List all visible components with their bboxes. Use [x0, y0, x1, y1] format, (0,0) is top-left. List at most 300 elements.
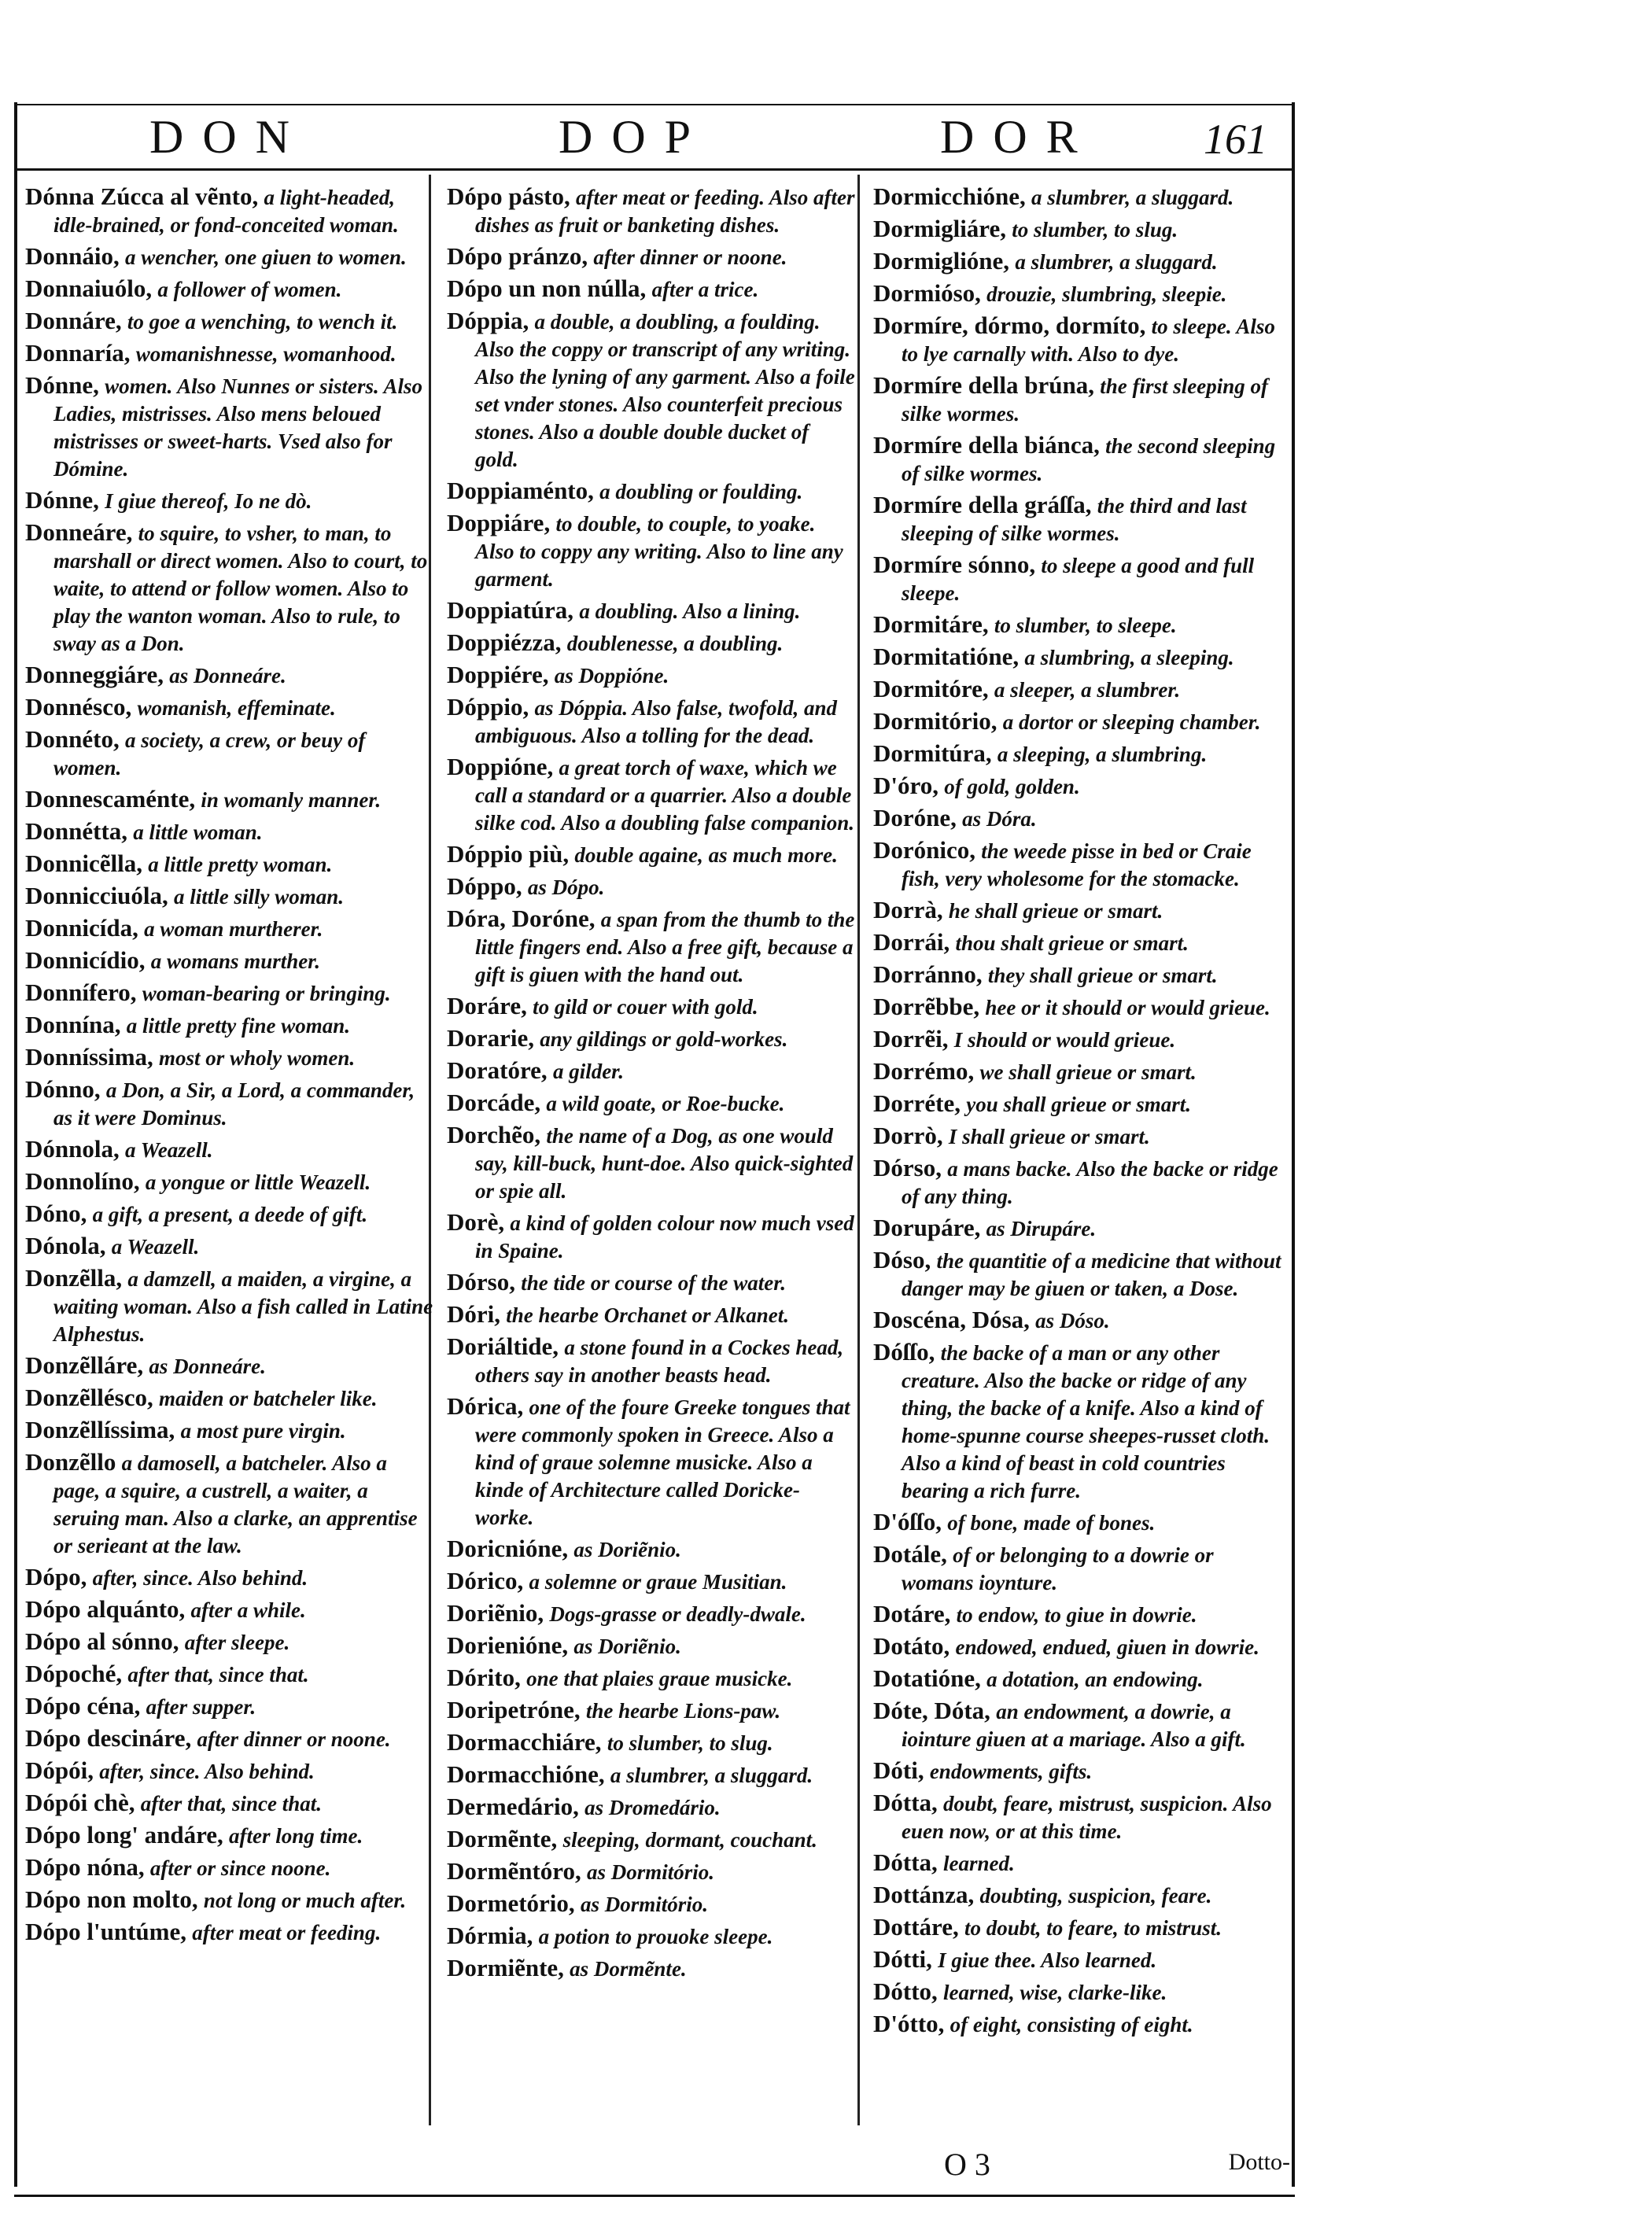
entry-headword: Dóſſo, [873, 1338, 935, 1366]
dictionary-entry [25, 882, 434, 911]
entry-definition: to sleepe a good and full sleepe. [902, 554, 1255, 605]
entry-headword: Donníssima, [25, 1043, 153, 1071]
entry-definition: learned, wise, clarke-like. [943, 1981, 1167, 2004]
entry-headword: Doricnióne, [447, 1535, 569, 1562]
entry-definition: an endowment, a dowrie, a iointure giuen at a mariage. Also a gift. [902, 1700, 1246, 1751]
dictionary-entry [447, 992, 856, 1021]
column-separator [857, 175, 860, 2125]
entry-headword: Dótto, [873, 1978, 938, 2005]
entry-definition: I giue thee. Also learned. [938, 1948, 1157, 1972]
entry-definition: a yongue or little Weazell. [145, 1170, 371, 1194]
entry-definition: as Dirupáre. [986, 1217, 1097, 1240]
dictionary-entry [25, 1232, 434, 1261]
dictionary-entry [873, 1945, 1282, 1974]
entry-definition: as Doriẽnio. [573, 1635, 681, 1658]
entry-headword: Doppióne, [447, 753, 554, 780]
dictionary-entry [25, 1351, 434, 1380]
entry-headword: Dormíre sónno, [873, 551, 1036, 578]
entry-headword: Doppiáre, [447, 509, 551, 536]
dictionary-entry [25, 1756, 434, 1786]
entry-definition: as Doriẽnio. [573, 1538, 681, 1561]
dictionary-entry [25, 693, 434, 722]
entry-definition: as Dópo. [527, 875, 605, 899]
dictionary-entry [25, 1043, 434, 1072]
entry-definition: after dinner or noone. [197, 1727, 391, 1751]
entry-definition: a slumbrer, a sluggard. [1031, 186, 1234, 209]
entry-headword: Dóppio, [447, 693, 529, 721]
entry-headword: Donnaría, [25, 339, 131, 367]
entry-definition: of eight, consisting of eight. [950, 2013, 1193, 2036]
dictionary-entry [25, 817, 434, 846]
entry-definition: to sleepe. Also to lye carnally with. Also to dye. [902, 315, 1275, 366]
entry-definition: the quantitie of a medicine that without danger may be giuen or taken, a Dose. [902, 1249, 1281, 1300]
entry-headword: Dormitáre, [873, 610, 989, 638]
dictionary-entry [447, 1332, 856, 1389]
entry-definition: I should or would grieue. [953, 1028, 1176, 1052]
entry-headword: Dorarie, [447, 1024, 535, 1052]
entry-definition: the backe of a man or any other creature. Also the backe or ridge of any thing, the backe of a knife. Also a kind of home-spunne course sheepes-russet cloth. Also a kind of beast in cold countries bearing a rich furre. [902, 1341, 1270, 1502]
dictionary-entry [25, 371, 434, 483]
entry-headword: Dotáto, [873, 1632, 950, 1660]
entry-definition: after dinner or noone. [593, 245, 787, 269]
entry-definition: a sleeper, a slumbrer. [994, 678, 1181, 702]
entry-definition: maiden or batcheler like. [158, 1387, 378, 1410]
dictionary-entry [447, 1728, 856, 1757]
running-header [24, 110, 1282, 167]
dictionary-entry [447, 1696, 856, 1725]
entry-headword: Doscéna, Dósa, [873, 1306, 1030, 1333]
entry-headword: Donnicída, [25, 914, 138, 942]
entry-definition: after meat or feeding. Also after dishes as fruit or banketing dishes. [475, 186, 855, 237]
entry-headword: Donnicciuóla, [25, 882, 168, 909]
entry-definition: to doubt, to feare, to mistrust. [964, 1916, 1222, 1940]
entry-headword: Dórito, [447, 1664, 521, 1691]
entry-definition: hee or it should or would grieue. [985, 996, 1270, 1019]
entry-headword: Dórica, [447, 1392, 524, 1420]
dictionary-entry [873, 1154, 1282, 1211]
entry-headword: Dorránno, [873, 960, 983, 988]
entry-definition: learned. [943, 1852, 1015, 1875]
entry-definition: you shall grieue or smart. [966, 1093, 1192, 1116]
entry-definition: to slumber, to slug. [1012, 218, 1178, 241]
entry-definition: to squire, to vsher, to man, to marshall or direct women. Also to court, to waite, to attend or follow women. Also to play the wanton woman. Also to rule, to sway as a Don. [53, 522, 428, 655]
column-2 [447, 182, 856, 1986]
dictionary-entry [873, 551, 1282, 607]
dictionary-entry [25, 1200, 434, 1229]
entry-definition: after, since. Also behind. [99, 1760, 315, 1783]
dictionary-entry [873, 1089, 1282, 1119]
entry-definition: as Dóppia. Also false, twofold, and ambiguous. Also a tolling for the dead. [475, 696, 838, 747]
entry-definition: a woman murtherer. [144, 917, 323, 941]
entry-definition: in womanly manner. [201, 788, 382, 812]
entry-headword: Dormacchiáre, [447, 1728, 602, 1756]
entry-headword: Donnína, [25, 1011, 121, 1038]
dictionary-entry [25, 1384, 434, 1413]
dictionary-entry [447, 1857, 856, 1886]
entry-headword: Dónno, [25, 1075, 101, 1103]
entry-headword: Donzẽlláre, [25, 1351, 144, 1379]
entry-definition: a slumbring, a sleeping. [1024, 646, 1234, 669]
dictionary-entry [873, 1756, 1282, 1786]
entry-headword: Donnáre, [25, 307, 122, 334]
dictionary-entry [447, 1631, 856, 1661]
entry-headword: Dorupáre, [873, 1214, 981, 1241]
entry-headword: Dormiglióne, [873, 247, 1010, 275]
entry-definition: the hearbe Lions-paw. [585, 1699, 781, 1723]
entry-headword: Dóri, [447, 1300, 501, 1328]
entry-definition: to double, to couple, to yoake. Also to coppy any writing. Also to line any garment. [475, 512, 843, 591]
dictionary-entry [447, 753, 856, 837]
entry-headword: Dópo alquánto, [25, 1595, 186, 1623]
dictionary-entry [447, 1954, 856, 1983]
entry-headword: Dottánza, [873, 1881, 975, 1908]
dictionary-entry [873, 1697, 1282, 1753]
entry-definition: a double, a doubling, a foulding. Also the coppy or transcript of any writing. Also the lyning of any garment. Also a foile set vnder stones. Also counterfeit precious stones. Also a double double ducket of gold. [475, 310, 855, 471]
header-right-guideword: DOR [940, 111, 1097, 163]
entry-headword: Dorienióne, [447, 1631, 569, 1659]
dictionary-entry [25, 307, 434, 336]
entry-headword: Dorrémo, [873, 1057, 975, 1085]
dictionary-entry [873, 1508, 1282, 1537]
dictionary-entry [447, 1121, 856, 1205]
page-footer [920, 2146, 1290, 2185]
dictionary-entry [447, 1567, 856, 1596]
entry-definition: a slumbrer, a sluggard. [610, 1764, 813, 1787]
entry-definition: a stone found in a Cockes head, others say in another beasts head. [475, 1336, 844, 1387]
entry-headword: Dormiẽnte, [447, 1954, 564, 1981]
entry-headword: Dótti, [873, 1945, 932, 1973]
entry-definition: a damosell, a batcheler. Also a page, a squire, a custrell, a waiter, a seruing man. Also a clarke, an apprentise or serieant at the law. [53, 1451, 418, 1557]
dictionary-entry [447, 275, 856, 304]
entry-definition: a mans backe. Also the backe or ridge of any thing. [902, 1157, 1278, 1208]
entry-headword: Dópo un non núlla, [447, 275, 647, 302]
entry-headword: Dormẽntóro, [447, 1857, 581, 1885]
entry-definition: I giue thereof, Io ne dò. [105, 489, 312, 513]
dictionary-entry [873, 739, 1282, 769]
dictionary-entry [873, 1600, 1282, 1629]
entry-headword: Dotáre, [873, 1600, 951, 1627]
dictionary-entry [873, 928, 1282, 957]
entry-headword: Dópo, [25, 1563, 87, 1590]
entry-definition: a doubling. Also a lining. [579, 599, 801, 623]
dictionary-entry [873, 215, 1282, 244]
dictionary-entry [447, 1089, 856, 1118]
entry-definition: a wencher, one giuen to women. [124, 245, 407, 269]
dictionary-entry [447, 1268, 856, 1297]
entry-headword: Dorónico, [873, 836, 976, 864]
entry-headword: Dorchẽo, [447, 1121, 541, 1148]
entry-definition: drouzie, slumbring, sleepie. [986, 282, 1227, 306]
dictionary-entry [447, 477, 856, 506]
dictionary-entry [25, 661, 434, 690]
entry-definition: a span from the thumb to the little fingers end. Also a free gift, because a gift is giuen with the hand out. [475, 908, 855, 986]
dictionary-entry [447, 661, 856, 690]
entry-definition: they shall grieue or smart. [987, 964, 1218, 987]
entry-definition: of gold, golden. [944, 775, 1080, 798]
dictionary-entry [25, 1563, 434, 1592]
entry-definition: as Dormitório. [580, 1893, 708, 1916]
entry-definition: after or since noone. [149, 1856, 331, 1880]
entry-headword: Doratóre, [447, 1056, 548, 1084]
entry-definition: the first sleeping of silke wormes. [902, 374, 1268, 426]
entry-definition: of bone, made of bones. [947, 1511, 1156, 1535]
dictionary-entry [447, 693, 856, 750]
entry-definition: a sleeping, a slumbring. [997, 743, 1208, 766]
entry-definition: as Dóra. [962, 807, 1037, 831]
entry-definition: a Don, a Sir, a Lord, a commander, as it were Dominus. [53, 1078, 415, 1130]
bottom-border-rule [14, 2195, 1295, 2197]
entry-headword: Donnescaménte, [25, 785, 196, 813]
dictionary-entry [25, 850, 434, 879]
entry-definition: to endow, to giue in dowrie. [956, 1603, 1197, 1627]
entry-definition: after that, since that. [140, 1792, 323, 1815]
entry-definition: endowed, endued, giuen in dowrie. [955, 1635, 1259, 1659]
dictionary-entry [873, 1664, 1282, 1694]
dictionary-entry [873, 1632, 1282, 1661]
entry-definition: to gild or couer with gold. [533, 995, 758, 1019]
dictionary-entry [447, 1599, 856, 1628]
entry-definition: a gilder. [552, 1060, 624, 1083]
top-border-rule [14, 104, 1295, 105]
entry-definition: to slumber, to sleepe. [994, 614, 1177, 637]
entry-headword: Dormitatióne, [873, 643, 1020, 670]
entry-definition: the second sleeping of silke wormes. [902, 434, 1276, 485]
entry-headword: Dormigliáre, [873, 215, 1007, 242]
dictionary-entry [873, 1214, 1282, 1243]
dictionary-entry [25, 1918, 434, 1947]
entry-headword: Dórmia, [447, 1922, 533, 1949]
entry-headword: Dormitóre, [873, 675, 989, 702]
dictionary-entry [447, 509, 856, 593]
entry-headword: Donzẽllésco, [25, 1384, 153, 1411]
entry-headword: Dónola, [25, 1232, 106, 1259]
entry-definition: a little pretty fine woman. [126, 1014, 350, 1038]
entry-definition: a slumbrer, a sluggard. [1015, 250, 1218, 274]
dictionary-entry [873, 772, 1282, 801]
entry-definition: endowments, gifts. [929, 1760, 1093, 1783]
entry-headword: Dópo al sónno, [25, 1627, 179, 1655]
dictionary-entry [447, 628, 856, 658]
dictionary-entry [873, 1913, 1282, 1942]
dictionary-entry [447, 1889, 856, 1919]
entry-headword: Dorrẽbbe, [873, 993, 980, 1020]
entry-definition: he shall grieue or smart. [948, 899, 1163, 923]
entry-headword: Dormetório, [447, 1889, 575, 1917]
left-border-rule [14, 102, 17, 2187]
entry-headword: Dormíre, dórmo, dormíto, [873, 311, 1146, 339]
entry-definition: after that, since that. [127, 1663, 309, 1686]
dictionary-entry [25, 1135, 434, 1164]
entry-headword: Doppiére, [447, 661, 549, 688]
dictionary-entry [25, 1264, 434, 1348]
entry-headword: Dópo pásto, [447, 182, 570, 210]
entry-definition: a little silly woman. [173, 885, 344, 909]
entry-headword: Dotále, [873, 1540, 947, 1568]
dictionary-entry [873, 960, 1282, 990]
entry-headword: Dópo descináre, [25, 1724, 192, 1752]
dictionary-entry [873, 1789, 1282, 1845]
entry-definition: a light-headed, idle-brained, or fond-conceited woman. [53, 186, 399, 237]
entry-definition: a kind of golden colour now much vsed in Spaine. [475, 1211, 854, 1262]
entry-definition: after long time. [229, 1824, 363, 1848]
entry-definition: a solemne or graue Musitian. [529, 1570, 787, 1594]
entry-headword: Dorcáde, [447, 1089, 541, 1116]
entry-headword: Dorrà, [873, 896, 943, 923]
dictionary-entry [447, 1664, 856, 1693]
entry-headword: Doppiatúra, [447, 596, 574, 624]
dictionary-entry [25, 1595, 434, 1624]
dictionary-entry [25, 339, 434, 368]
entry-headword: Donnáio, [25, 242, 120, 270]
entry-definition: after supper. [146, 1695, 256, 1719]
entry-headword: Donneáre, [25, 518, 133, 546]
dictionary-entry [25, 1853, 434, 1882]
entry-definition: womanish, effeminate. [137, 696, 336, 720]
dictionary-entry [873, 1338, 1282, 1505]
dictionary-entry [25, 1627, 434, 1657]
dictionary-entry [25, 242, 434, 271]
entry-headword: Dóra, Doróne, [447, 905, 596, 932]
dictionary-entry [25, 1724, 434, 1753]
entry-headword: D'óro, [873, 772, 938, 799]
entry-definition: a potion to prouoke sleepe. [538, 1925, 773, 1948]
entry-headword: Dónne, [25, 371, 99, 399]
entry-headword: Dormitório, [873, 707, 997, 735]
dictionary-entry [447, 242, 856, 271]
dictionary-entry [25, 275, 434, 304]
entry-headword: Donnétta, [25, 817, 128, 845]
entry-headword: Dórico, [447, 1567, 524, 1594]
entry-definition: a doubling or foulding. [599, 480, 803, 503]
entry-headword: Dóso, [873, 1246, 931, 1273]
entry-headword: D'óſſo, [873, 1508, 942, 1535]
entry-headword: Dorrò, [873, 1122, 943, 1149]
entry-definition: one of the foure Greeke tongues that were commonly spoken in Greece. Also a kind of graue solemne musicke. Also a kinde of Architecture called Doricke-worke. [475, 1395, 850, 1529]
entry-headword: Dormẽnte, [447, 1825, 558, 1852]
column-3 [873, 182, 1282, 2042]
entry-headword: Donnaiuólo, [25, 275, 153, 302]
dictionary-entry [25, 486, 434, 515]
dictionary-entry [25, 1448, 434, 1560]
entry-headword: Dóppia, [447, 307, 529, 334]
dictionary-entry [873, 247, 1282, 276]
entry-headword: Dormióso, [873, 279, 981, 307]
entry-definition: as Dormẽnte. [570, 1957, 687, 1981]
entry-headword: Dorrẽi, [873, 1025, 949, 1052]
header-rule [14, 168, 1295, 171]
dictionary-entry [873, 279, 1282, 308]
dictionary-entry [25, 785, 434, 814]
entry-headword: Dónne, [25, 486, 99, 514]
entry-definition: a gift, a present, a deede of gift. [92, 1203, 368, 1226]
page-number: 161 [1204, 116, 1267, 163]
dictionary-entry [447, 596, 856, 625]
right-border-rule [1292, 102, 1295, 2187]
dictionary-entry [873, 182, 1282, 212]
dictionary-entry [873, 1246, 1282, 1303]
entry-definition: thou shalt grieue or smart. [955, 931, 1189, 955]
dictionary-entry [873, 1122, 1282, 1151]
entry-definition: doublenesse, a doubling. [566, 632, 784, 655]
entry-definition: a wild goate, or Roe-bucke. [546, 1092, 785, 1115]
entry-definition: after a while. [190, 1598, 306, 1622]
entry-headword: Dóno, [25, 1200, 87, 1227]
entry-headword: Doppiaménto, [447, 477, 594, 504]
entry-headword: Doriáltide, [447, 1332, 559, 1360]
entry-headword: Doráre, [447, 992, 527, 1019]
entry-headword: Dóppo, [447, 872, 522, 900]
entry-headword: Dópói chè, [25, 1789, 135, 1816]
dictionary-entry [447, 1535, 856, 1564]
entry-headword: Doriẽnio, [447, 1599, 544, 1627]
entry-definition: the hearbe Orchanet or Alkanet. [506, 1303, 790, 1327]
dictionary-entry [873, 491, 1282, 547]
entry-definition: a great torch of waxe, which we call a standard or a quarrier. Also a double silke cod. Also a doubling false companion. [475, 756, 855, 835]
entry-definition: womanishnesse, womanhood. [135, 342, 396, 366]
catchword: Dotto- [1228, 2149, 1290, 2175]
dictionary-entry [873, 1881, 1282, 1910]
dictionary-entry [25, 1885, 434, 1915]
entry-headword: Dorè, [447, 1208, 505, 1236]
dictionary-entry [447, 1300, 856, 1329]
entry-definition: doubting, suspicion, feare. [979, 1884, 1212, 1907]
dictionary-entry [25, 518, 434, 658]
entry-definition: women. Also Nunnes or sisters. Also Ladies, mistrisses. Also mens beloued mistrisses or sweet-harts. Vsed also for Dómine. [53, 374, 422, 481]
entry-definition: as Dóso. [1035, 1309, 1110, 1332]
entry-definition: sleeping, dormant, couchant. [562, 1828, 817, 1852]
entry-definition: the tide or course of the water. [521, 1271, 786, 1295]
entry-definition: a damzell, a maiden, a virgine, a waiting woman. Also a fish called in Latine Alphestus. [53, 1267, 433, 1346]
dictionary-entry [447, 182, 856, 239]
entry-definition: to goe a wenching, to wench it. [127, 310, 398, 334]
entry-headword: Donzẽlla, [25, 1264, 123, 1292]
dictionary-entry [25, 1821, 434, 1850]
entry-headword: Dópo long' andáre, [25, 1821, 223, 1849]
entry-definition: doubt, feare, mistrust, suspicion. Also euen now, or at this time. [902, 1792, 1272, 1843]
entry-headword: Dórso, [447, 1268, 515, 1296]
entry-headword: Doripetróne, [447, 1696, 581, 1723]
entry-definition: a dotation, an endowing. [986, 1668, 1204, 1691]
dictionary-entry [25, 979, 434, 1008]
dictionary-entry [873, 1306, 1282, 1335]
entry-headword: Dópo céna, [25, 1692, 141, 1719]
entry-headword: Dópo non molto, [25, 1885, 198, 1913]
entry-headword: Dormicchióne, [873, 182, 1026, 210]
dictionary-entry [873, 643, 1282, 672]
dictionary-entry [25, 1011, 434, 1040]
entry-definition: Dogs-grasse or deadly-dwale. [549, 1602, 806, 1626]
entry-definition: as Donneáre. [149, 1355, 266, 1378]
entry-definition: after, since. Also behind. [92, 1566, 308, 1590]
entry-headword: Donneggiáre, [25, 661, 164, 688]
entry-headword: Dópoché, [25, 1660, 123, 1687]
dictionary-entry [25, 1660, 434, 1689]
dictionary-entry [873, 1540, 1282, 1597]
entry-headword: Dóti, [873, 1756, 924, 1784]
entry-definition: most or wholy women. [159, 1046, 356, 1070]
entry-headword: Dormíre della brúna, [873, 371, 1094, 399]
entry-headword: Dormíre della gráſſa, [873, 491, 1092, 518]
entry-headword: Dorrái, [873, 928, 950, 956]
entry-definition: as Dromedário. [584, 1796, 721, 1819]
dictionary-entry [873, 311, 1282, 368]
entry-definition: woman-bearing or bringing. [142, 982, 391, 1005]
dictionary-entry [25, 1789, 434, 1818]
column-1 [25, 182, 434, 1950]
dictionary-entry [25, 1167, 434, 1196]
dictionary-entry [873, 2010, 1282, 2039]
entry-definition: after a trice. [651, 278, 759, 301]
